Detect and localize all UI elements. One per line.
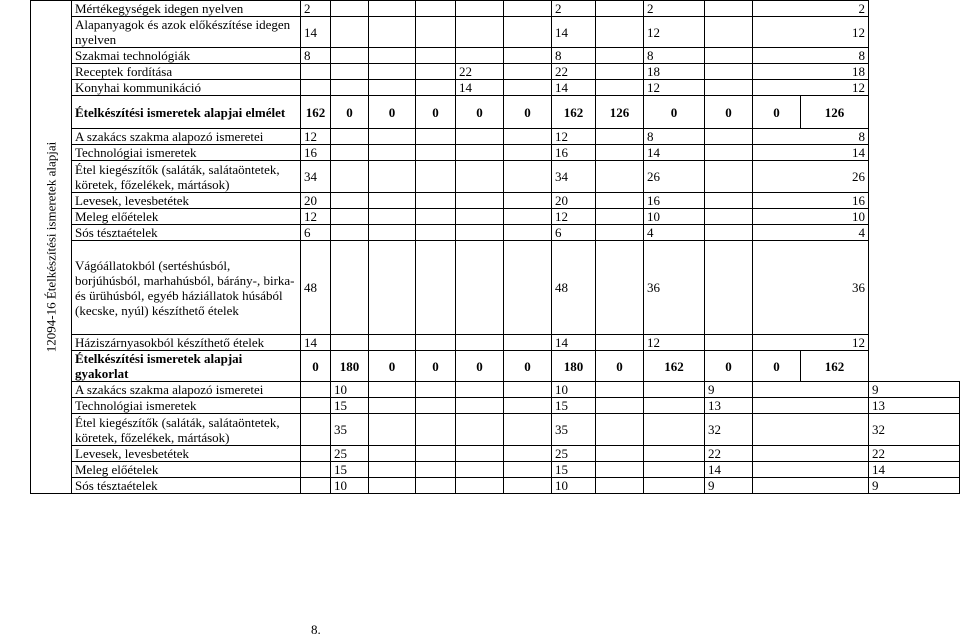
value-cell: 0 [504, 96, 552, 129]
value-cell [705, 1, 753, 17]
topic-name: A szakács szakma alapozó ismeretei [72, 129, 301, 145]
value-cell: 180 [331, 351, 369, 382]
value-cell: 18 [644, 64, 705, 80]
value-cell [331, 241, 369, 335]
value-cell: 14 [456, 80, 504, 96]
value-cell: 36 [644, 241, 705, 335]
value-cell [456, 48, 504, 64]
value-cell [504, 48, 552, 64]
value-cell [504, 462, 552, 478]
value-cell [753, 478, 869, 494]
value-cell: 0 [705, 96, 753, 129]
table-row [31, 64, 960, 80]
value-cell [301, 414, 331, 446]
value-cell [456, 145, 504, 161]
table-row [31, 478, 960, 494]
value-cell [416, 462, 456, 478]
table-body [31, 1, 960, 494]
value-cell [504, 241, 552, 335]
table-row [31, 462, 960, 478]
table-row [31, 225, 960, 241]
value-cell: 14 [301, 17, 331, 48]
value-cell: 8 [753, 48, 869, 64]
value-cell [504, 80, 552, 96]
module-side-cell [31, 1, 72, 494]
value-cell [504, 446, 552, 462]
value-cell [596, 129, 644, 145]
value-cell: 26 [753, 161, 869, 193]
value-cell: 22 [869, 446, 960, 462]
value-cell: 14 [869, 462, 960, 478]
value-cell: 8 [644, 48, 705, 64]
value-cell [596, 335, 644, 351]
value-cell: 2 [644, 1, 705, 17]
value-cell [504, 17, 552, 48]
value-cell: 12 [753, 17, 869, 48]
value-cell: 0 [504, 351, 552, 382]
value-cell: 0 [301, 351, 331, 382]
value-cell: 16 [644, 193, 705, 209]
value-cell [331, 161, 369, 193]
value-cell [369, 414, 416, 446]
value-cell [416, 129, 456, 145]
value-cell [596, 48, 644, 64]
value-cell [644, 462, 705, 478]
value-cell [416, 225, 456, 241]
value-cell [753, 414, 869, 446]
value-cell [369, 193, 416, 209]
value-cell: 10 [644, 209, 705, 225]
table-row [31, 48, 960, 64]
value-cell [369, 80, 416, 96]
value-cell [705, 209, 753, 225]
value-cell [705, 335, 753, 351]
value-cell [331, 335, 369, 351]
value-cell [504, 478, 552, 494]
value-cell [644, 414, 705, 446]
table-row [31, 209, 960, 225]
table-row [31, 161, 960, 193]
table-row [31, 145, 960, 161]
value-cell [369, 446, 416, 462]
value-cell: 34 [552, 161, 596, 193]
value-cell: 10 [753, 209, 869, 225]
value-cell: 162 [801, 351, 869, 382]
table-row [31, 193, 960, 209]
topic-name: Vágóállatokból (sertéshúsból, borjúhúsból, marhahúsból, bárány-, birka- és ürühúsból, egyéb háziállatok húsából (kecske, nyúl) készíthető ételek [72, 241, 301, 335]
value-cell: 12 [552, 129, 596, 145]
value-cell [331, 225, 369, 241]
value-cell [705, 145, 753, 161]
value-cell [596, 161, 644, 193]
value-cell: 4 [753, 225, 869, 241]
table-row-subject [31, 96, 960, 129]
table-row [31, 414, 960, 446]
value-cell [456, 17, 504, 48]
value-cell [596, 446, 644, 462]
value-cell [753, 398, 869, 414]
value-cell: 12 [644, 335, 705, 351]
topic-name: Meleg előételek [72, 462, 301, 478]
value-cell: 12 [301, 129, 331, 145]
value-cell [301, 80, 331, 96]
value-cell [416, 48, 456, 64]
value-cell [596, 462, 644, 478]
value-cell [369, 241, 416, 335]
table-row [31, 446, 960, 462]
value-cell: 10 [552, 478, 596, 494]
value-cell: 16 [753, 193, 869, 209]
value-cell [705, 161, 753, 193]
topic-name: Mértékegységek idegen nyelven [72, 1, 301, 17]
value-cell [456, 161, 504, 193]
value-cell [369, 161, 416, 193]
topic-name: Technológiai ismeretek [72, 398, 301, 414]
table-row [31, 80, 960, 96]
value-cell: 13 [869, 398, 960, 414]
value-cell [705, 193, 753, 209]
value-cell [644, 398, 705, 414]
value-cell: 0 [369, 351, 416, 382]
value-cell [504, 398, 552, 414]
value-cell: 12 [301, 209, 331, 225]
value-cell [301, 478, 331, 494]
value-cell: 0 [456, 351, 504, 382]
table-row [31, 335, 960, 351]
value-cell: 35 [552, 414, 596, 446]
value-cell [705, 225, 753, 241]
topic-name: Szakmai technológiák [72, 48, 301, 64]
value-cell [301, 446, 331, 462]
value-cell [301, 462, 331, 478]
value-cell [504, 1, 552, 17]
value-cell [331, 1, 369, 17]
value-cell [369, 335, 416, 351]
value-cell [705, 64, 753, 80]
value-cell [416, 414, 456, 446]
value-cell: 2 [552, 1, 596, 17]
topic-name: Meleg előételek [72, 209, 301, 225]
value-cell: 20 [301, 193, 331, 209]
value-cell [504, 193, 552, 209]
value-cell [456, 478, 504, 494]
value-cell: 32 [705, 414, 753, 446]
value-cell [705, 48, 753, 64]
value-cell [753, 446, 869, 462]
value-cell [596, 80, 644, 96]
value-cell: 25 [552, 446, 596, 462]
value-cell: 10 [331, 478, 369, 494]
value-cell [456, 398, 504, 414]
value-cell: 35 [331, 414, 369, 446]
value-cell [644, 382, 705, 398]
table-row [31, 382, 960, 398]
value-cell [596, 414, 644, 446]
value-cell [369, 462, 416, 478]
value-cell [416, 17, 456, 48]
value-cell [369, 129, 416, 145]
value-cell: 22 [705, 446, 753, 462]
value-cell: 26 [644, 161, 705, 193]
value-cell: 0 [369, 96, 416, 129]
value-cell: 25 [331, 446, 369, 462]
value-cell: 12 [753, 335, 869, 351]
value-cell: 22 [456, 64, 504, 80]
value-cell: 0 [416, 96, 456, 129]
value-cell [369, 478, 416, 494]
table-row-subject [31, 351, 960, 382]
value-cell [504, 129, 552, 145]
value-cell [504, 161, 552, 193]
value-cell [504, 335, 552, 351]
value-cell: 8 [301, 48, 331, 64]
value-cell [504, 225, 552, 241]
value-cell [331, 145, 369, 161]
value-cell: 12 [753, 80, 869, 96]
value-cell: 6 [301, 225, 331, 241]
value-cell [596, 398, 644, 414]
value-cell [504, 145, 552, 161]
value-cell: 14 [753, 145, 869, 161]
value-cell: 6 [552, 225, 596, 241]
value-cell [331, 129, 369, 145]
value-cell [369, 145, 416, 161]
value-cell [596, 17, 644, 48]
topic-name: Levesek, levesbetétek [72, 446, 301, 462]
value-cell: 10 [552, 382, 596, 398]
value-cell: 15 [552, 398, 596, 414]
value-cell: 8 [644, 129, 705, 145]
value-cell [596, 225, 644, 241]
value-cell [644, 446, 705, 462]
value-cell: 14 [552, 80, 596, 96]
value-cell [504, 209, 552, 225]
value-cell [331, 64, 369, 80]
topic-name: Konyhai kommunikáció [72, 80, 301, 96]
value-cell [596, 209, 644, 225]
value-cell: 9 [869, 382, 960, 398]
value-cell [416, 161, 456, 193]
value-cell: 0 [705, 351, 753, 382]
value-cell [369, 17, 416, 48]
value-cell: 36 [753, 241, 869, 335]
value-cell: 14 [552, 335, 596, 351]
table-row [31, 1, 960, 17]
value-cell: 20 [552, 193, 596, 209]
value-cell: 15 [331, 398, 369, 414]
subject-name: Ételkészítési ismeretek alapjai elmélet [72, 96, 301, 129]
value-cell: 14 [552, 17, 596, 48]
value-cell: 8 [753, 129, 869, 145]
topic-name: A szakács szakma alapozó ismeretei [72, 382, 301, 398]
value-cell: 14 [644, 145, 705, 161]
value-cell: 16 [552, 145, 596, 161]
value-cell [416, 193, 456, 209]
value-cell [596, 241, 644, 335]
value-cell: 15 [331, 462, 369, 478]
topic-name: Levesek, levesbetétek [72, 193, 301, 209]
value-cell: 0 [753, 96, 801, 129]
value-cell [596, 145, 644, 161]
value-cell: 2 [753, 1, 869, 17]
value-cell [596, 382, 644, 398]
value-cell: 0 [753, 351, 801, 382]
value-cell [705, 17, 753, 48]
table-row [31, 241, 960, 335]
value-cell [416, 398, 456, 414]
value-cell [644, 478, 705, 494]
value-cell: 9 [869, 478, 960, 494]
value-cell: 34 [301, 161, 331, 193]
value-cell: 0 [331, 96, 369, 129]
value-cell [416, 145, 456, 161]
value-cell: 10 [331, 382, 369, 398]
topic-name: Technológiai ismeretek [72, 145, 301, 161]
value-cell: 12 [644, 17, 705, 48]
value-cell [456, 1, 504, 17]
table-row [31, 129, 960, 145]
value-cell [456, 462, 504, 478]
value-cell: 22 [552, 64, 596, 80]
value-cell [369, 225, 416, 241]
value-cell: 0 [456, 96, 504, 129]
subject-name: Ételkészítési ismeretek alapjai gyakorlat [72, 351, 301, 382]
topic-name: Sós tésztaételek [72, 478, 301, 494]
value-cell [301, 382, 331, 398]
value-cell [416, 64, 456, 80]
value-cell [705, 129, 753, 145]
value-cell [301, 398, 331, 414]
value-cell: 48 [301, 241, 331, 335]
value-cell [416, 209, 456, 225]
value-cell [416, 478, 456, 494]
value-cell: 12 [644, 80, 705, 96]
value-cell [416, 1, 456, 17]
value-cell [369, 1, 416, 17]
value-cell [416, 335, 456, 351]
value-cell [456, 241, 504, 335]
value-cell [369, 398, 416, 414]
value-cell [705, 80, 753, 96]
value-cell [705, 241, 753, 335]
value-cell [331, 209, 369, 225]
table-row [31, 398, 960, 414]
value-cell [369, 209, 416, 225]
value-cell: 0 [596, 351, 644, 382]
value-cell [369, 48, 416, 64]
value-cell: 126 [596, 96, 644, 129]
value-cell [456, 225, 504, 241]
value-cell: 16 [301, 145, 331, 161]
value-cell [369, 64, 416, 80]
value-cell: 48 [552, 241, 596, 335]
value-cell: 2 [301, 1, 331, 17]
value-cell: 12 [552, 209, 596, 225]
value-cell: 0 [416, 351, 456, 382]
value-cell [456, 129, 504, 145]
value-cell [369, 382, 416, 398]
topic-name: Alapanyagok és azok előkészítése idegen nyelven [72, 17, 301, 48]
value-cell: 162 [644, 351, 705, 382]
value-cell [504, 64, 552, 80]
value-cell: 126 [801, 96, 869, 129]
value-cell: 15 [552, 462, 596, 478]
value-cell [596, 1, 644, 17]
value-cell [416, 446, 456, 462]
topic-name: Receptek fordítása [72, 64, 301, 80]
table-row [31, 17, 960, 48]
value-cell: 4 [644, 225, 705, 241]
value-cell [456, 335, 504, 351]
page-number: 8. [311, 622, 321, 637]
value-cell [331, 193, 369, 209]
value-cell [753, 462, 869, 478]
value-cell [331, 48, 369, 64]
value-cell: 162 [301, 96, 331, 129]
value-cell [456, 209, 504, 225]
value-cell [416, 80, 456, 96]
value-cell [456, 446, 504, 462]
topic-name: Étel kiegészítők (saláták, salátaöntetek, köretek, főzelékek, mártások) [72, 414, 301, 446]
value-cell [596, 64, 644, 80]
value-cell: 14 [301, 335, 331, 351]
value-cell: 162 [552, 96, 596, 129]
value-cell: 0 [644, 96, 705, 129]
value-cell: 9 [705, 478, 753, 494]
topic-name: Háziszárnyasokból készíthető ételek [72, 335, 301, 351]
value-cell [416, 241, 456, 335]
value-cell [331, 80, 369, 96]
value-cell: 180 [552, 351, 596, 382]
value-cell [753, 382, 869, 398]
module-side-label: 12094-16 Ételkészítési ismeretek alapjai [43, 141, 59, 353]
value-cell [504, 382, 552, 398]
value-cell [456, 193, 504, 209]
value-cell: 8 [552, 48, 596, 64]
value-cell: 14 [705, 462, 753, 478]
value-cell: 18 [753, 64, 869, 80]
value-cell [596, 193, 644, 209]
value-cell [456, 414, 504, 446]
value-cell [416, 382, 456, 398]
topic-name: Sós tésztaételek [72, 225, 301, 241]
curriculum-table [30, 0, 960, 494]
value-cell [504, 414, 552, 446]
value-cell: 9 [705, 382, 753, 398]
value-cell [331, 17, 369, 48]
value-cell: 32 [869, 414, 960, 446]
value-cell [301, 64, 331, 80]
value-cell [596, 478, 644, 494]
curriculum-table-section [30, 0, 960, 494]
topic-name: Étel kiegészítők (saláták, salátaöntetek, köretek, főzelékek, mártások) [72, 161, 301, 193]
value-cell: 13 [705, 398, 753, 414]
value-cell [456, 382, 504, 398]
